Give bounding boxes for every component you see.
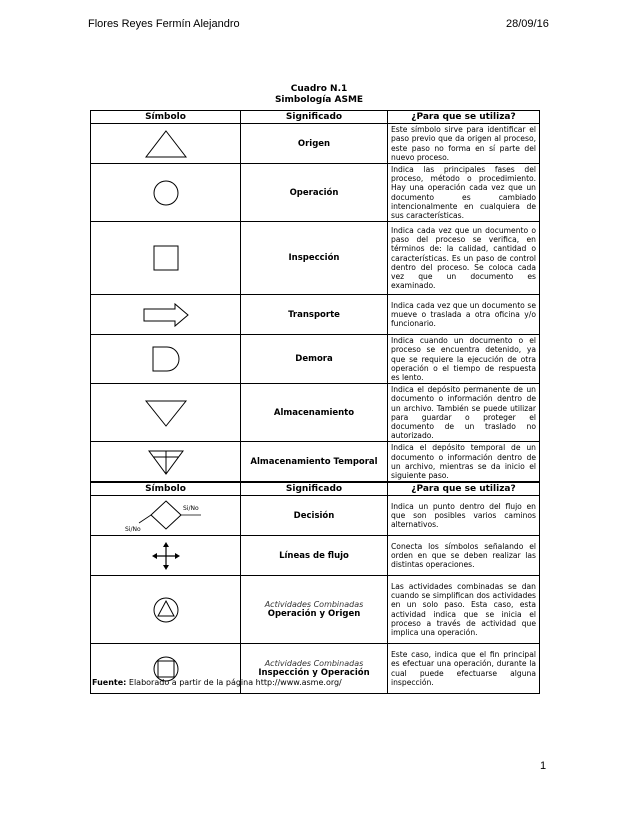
col-header-meaning: Significado	[241, 483, 388, 496]
symbol-name: Inspección	[241, 222, 388, 295]
symbol-use: Indica un punto dentro del flujo en que son posibles varios caminos alternativos.	[388, 496, 540, 536]
table-row	[91, 496, 540, 536]
table-row	[91, 164, 540, 222]
table-row	[91, 536, 540, 576]
d-shape-icon	[148, 344, 184, 374]
symbol-use: Indica el depósito permanente de un documento o información dentro de un archivo. También se puede utilizar para guardar o proteger el documento de un traslado no autorizado.	[388, 384, 540, 442]
source-note	[92, 678, 342, 687]
asme-table-1	[90, 110, 540, 482]
combined-activities-label: Actividades Combinadas	[264, 600, 364, 609]
symbol-name: Decisión	[241, 496, 388, 536]
circle-triangle-icon	[151, 595, 181, 625]
temporary-storage-icon	[146, 448, 186, 476]
symbol-use: Indica cuando un documento o el proceso se encuentra detenido, ya que se requiere la ejecución de otra operación o el tiempo de respuesta es lento.	[388, 335, 540, 384]
asme-table-2	[90, 482, 540, 694]
col-header-symbol: Símbolo	[91, 483, 241, 496]
symbol-name: Origen	[241, 124, 388, 164]
symbol-use: Indica el depósito temporal de un documento o información dentro de un archivo, mientras se da inicio el siguiente paso.	[388, 442, 540, 482]
table-caption-number: Cuadro N.1	[290, 84, 348, 94]
table-row	[91, 384, 540, 442]
inverted-triangle-icon	[143, 398, 189, 428]
symbol-name: Transporte	[241, 295, 388, 335]
symbol-name: Demora	[241, 335, 388, 384]
symbol-use: Las actividades combinadas se dan cuando se simplifican dos actividades en un solo paso. Esta caso, esta actividad indica que se inicia el proceso a través de actividad que implica una operación.	[388, 576, 540, 644]
symbol-use: Este símbolo sirve para identificar el paso previo que da origen al proceso, este paso no forma en sí parte del nuevo proceso.	[388, 124, 540, 164]
table-caption-title: Simbología ASME	[274, 95, 364, 105]
col-header-symbol: Símbolo	[91, 111, 241, 124]
table-row	[91, 576, 540, 644]
symbol-use: Indica cada vez que un documento o paso del proceso se verifica, en términos de: la calidad, cantidad o características. Es un paso de control dentro del proceso. Se coloca cada vez que un documento es examinado.	[388, 222, 540, 295]
page-number: 1	[540, 760, 547, 772]
col-header-use: ¿Para que se utiliza?	[388, 483, 540, 496]
triangle-icon	[143, 129, 189, 159]
combined-activities-label: Actividades Combinadas	[264, 659, 364, 668]
symbol-use: Indica las principales fases del proceso, método o procedimiento. Hay una operación cada vez que un documento es cambiado intencionalmente en cualquiera de sus características.	[388, 164, 540, 222]
table-header-row	[91, 483, 540, 496]
symbol-name: Líneas de flujo	[241, 536, 388, 576]
symbol-name: Operación	[241, 164, 388, 222]
source-label: Fuente:	[92, 678, 127, 687]
arrow-icon	[141, 302, 191, 328]
circle-icon	[151, 178, 181, 208]
table-row	[91, 124, 540, 164]
symbol-name: Operación y Origen	[267, 609, 361, 619]
cross-arrows-icon	[151, 541, 181, 571]
header-author: Flores Reyes Fermín Alejandro	[88, 18, 240, 30]
table-row	[91, 335, 540, 384]
header-date: 28/09/16	[506, 18, 549, 30]
decision-yes-no-top: Si/No	[182, 504, 199, 512]
table-row	[91, 222, 540, 295]
symbol-use: Conecta los símbolos señalando el orden en que se deben realizar las distintas operaciones.	[388, 536, 540, 576]
symbol-name: Almacenamiento	[241, 384, 388, 442]
col-header-meaning: Significado	[241, 111, 388, 124]
symbol-use: Indica cada vez que un documento se mueve o traslada a otra oficina y/o funcionario.	[388, 295, 540, 335]
table-row	[91, 295, 540, 335]
symbol-name: Almacenamiento Temporal	[241, 442, 388, 482]
table-header-row	[91, 111, 540, 124]
source-text: Elaborado a partir de la página http://www.asme.org/	[128, 678, 342, 687]
symbol-name: Inspección y Operación	[258, 668, 370, 678]
symbol-use: Este caso, indica que el fin principal es efectuar una operación, durante la cual puede efectuarse alguna inspección.	[388, 644, 540, 694]
table-row	[91, 442, 540, 482]
diamond-icon	[121, 498, 211, 534]
decision-yes-no-left: Si/No	[124, 525, 141, 533]
col-header-use: ¿Para que se utiliza?	[388, 111, 540, 124]
square-icon	[151, 243, 181, 273]
